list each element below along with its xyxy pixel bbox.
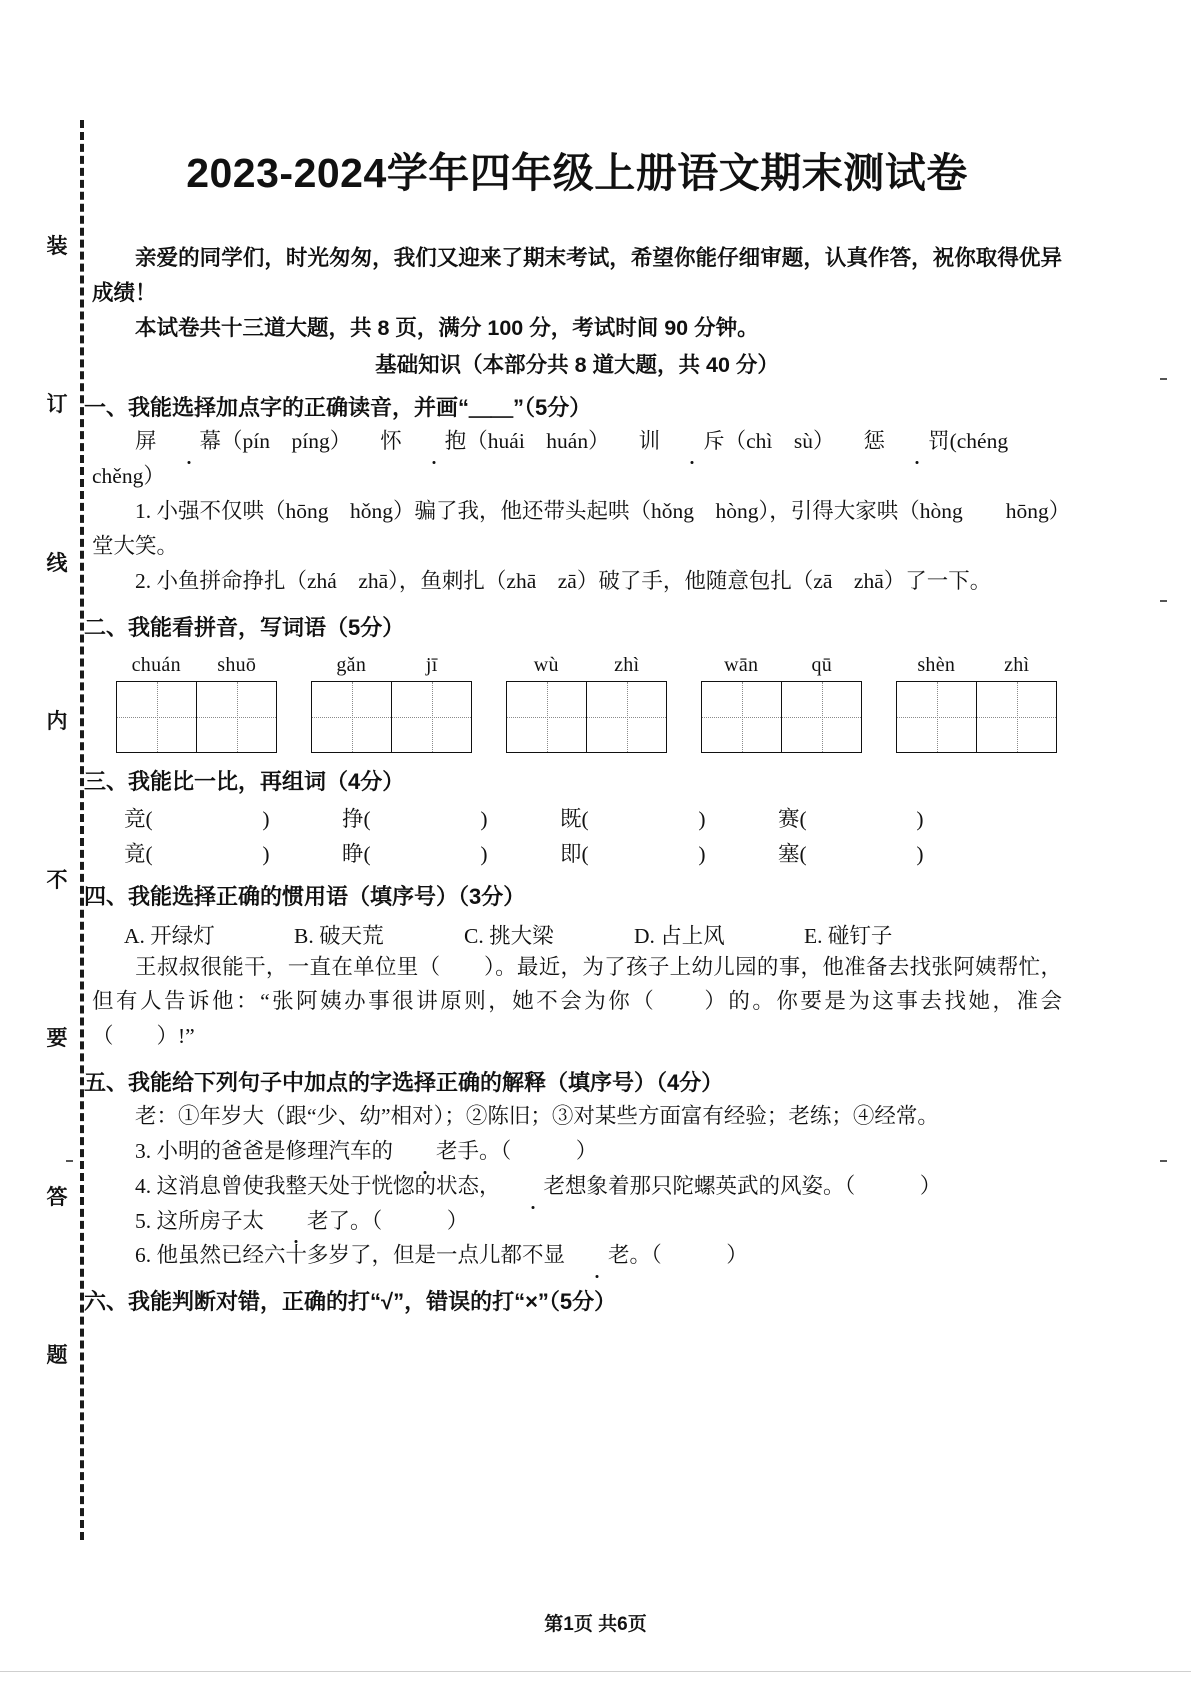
pinyin-group [701,654,862,753]
page-bottom-rule [0,1671,1191,1684]
question-4-passage: 王叔叔很能干，一直在单位里（ ）。最近，为了孩子上幼儿园的事，他准备去找张阿姨帮忙，但有人告诉他：“张阿姨办事很讲原则，她不会为你（ ）的。你要是为这事去找她，准会（ ）!” [92,954,1062,1049]
dotted-char: 老 [565,1238,630,1273]
idiom-option[interactable]: B. 破天荒 [294,923,384,948]
question-5-explanation: 老：①年岁大（跟“少、幼”相对）；②陈旧；③对某些方面富有经验；老练；④经常。 [135,1104,939,1129]
binding-char: 要 [46,1027,68,1051]
pinyin-group [896,654,1057,753]
pinyin-label: zhì [1004,653,1030,676]
writing-cell[interactable] [897,682,977,752]
dotted-char: 老 [393,1134,458,1169]
question-1-item: 1. 小强不仅哄（hōng hǒng）骗了我，他还带头起哄（hǒng hòng），引得大家哄（hòng hōng）堂大笑。 [92,499,1060,558]
compare-item[interactable]: 挣( ) [342,806,488,831]
writing-grid[interactable] [506,681,667,753]
dotted-char: 老 [264,1204,329,1239]
pinyin-label: shuō [217,653,257,676]
binding-char: 不 [46,868,68,892]
binding-char: 订 [46,393,68,417]
binding-margin [34,236,80,1366]
pinyin-labels [311,654,472,677]
writing-cell[interactable] [782,682,862,752]
compare-row [124,802,1062,833]
pinyin-label: wān [724,653,759,676]
writing-cell[interactable] [587,682,667,752]
compare-item[interactable]: 既( ) [560,806,706,831]
word-item: 训 斥（chì sù） [639,429,835,453]
writing-cell[interactable] [392,682,472,752]
writing-grid[interactable] [311,681,472,753]
writing-cell[interactable] [312,682,392,752]
pinyin-group [311,654,472,753]
question-5-item: 4. 这消息曾使我整天处于恍惚的状态， 老想象着那只陀螺英武的风姿。（ ） [92,1169,1062,1204]
idiom-option[interactable]: E. 碰钉子 [804,923,893,948]
edge-tick [66,1160,73,1162]
content-column [84,120,1062,1318]
compare-item[interactable]: 睁( ) [342,841,488,866]
question-6-heading: 六、我能判断对错，正确的打“√”，错误的打“×”（5分） [84,1289,617,1315]
word-item: 怀 抱（huái huán） [380,429,609,453]
pinyin-group [116,654,277,753]
writing-cell[interactable] [507,682,587,752]
idiom-option[interactable]: C. 挑大梁 [464,923,554,948]
writing-cell[interactable] [117,682,197,752]
pinyin-group [506,654,667,753]
compare-row [124,837,1062,868]
pinyin-label: qū [811,653,833,676]
binding-dashed-line [80,120,84,1540]
question-5-item: 3. 小明的爸爸是修理汽车的 老手。（ ） [92,1134,1062,1169]
intro-block [92,241,1062,345]
question-5-item: 5. 这所房子太 老了。（ ） [92,1204,1062,1239]
edge-tick [1160,1160,1167,1162]
idiom-option[interactable]: A. 开绿灯 [124,923,215,948]
pinyin-label: chuán [131,653,181,676]
compare-item[interactable]: 即( ) [560,841,706,866]
edge-tick [1160,600,1167,602]
binding-char: 装 [46,235,68,258]
intro-greeting: 亲爱的同学们，时光匆匆，我们又迎来了期末考试，希望你能仔细审题，认真作答，祝你取得优异成绩！ [92,246,1062,305]
writing-grid[interactable] [896,681,1057,753]
pinyin-labels [896,654,1057,677]
pinyin-label: zhì [614,653,640,676]
compare-item[interactable]: 竟( ) [124,841,270,866]
writing-cell[interactable] [977,682,1057,752]
binding-char: 线 [46,551,68,575]
word-item: 屏 幕（pín píng） [135,429,351,453]
writing-grid[interactable] [116,681,277,753]
writing-cell[interactable] [702,682,782,752]
intro-exam-info: 本试卷共十三道大题，共 8 页，满分 100 分，考试时间 90 分钟。 [135,315,759,340]
question-2-heading: 二、我能看拼音，写词语（5分） [84,614,405,640]
question-4-heading: 四、我能选择正确的惯用语（填序号）（3分） [84,883,526,909]
pinyin-label: gǎn [336,653,367,676]
binding-char: 答 [46,1185,68,1209]
pinyin-labels [116,654,277,677]
pinyin-labels [506,654,667,677]
writing-cell[interactable] [197,682,277,752]
pinyin-label: wù [533,653,559,676]
idiom-options [124,919,1062,950]
compare-item[interactable]: 赛( ) [778,806,924,831]
pinyin-labels [701,654,862,677]
dotted-char: 老 [501,1169,566,1204]
section-banner: 基础知识（本部分共 8 道大题，共 40 分） [375,353,779,378]
question-3-heading: 三、我能比一比，再组词（4分） [84,768,405,794]
question-1-item: 2. 小鱼拼命挣扎（zhá zhā），鱼刺扎（zhā zā）破了手，他随意包扎（zā zhā）了一下。 [135,568,992,593]
writing-grid[interactable] [701,681,862,753]
compare-item[interactable]: 竞( ) [124,806,270,831]
pinyin-label: jī [425,653,438,676]
word-item: 惩 罚(chéng chěng） [92,429,1030,488]
pinyin-grid-row [116,654,1062,753]
question-5-item: 6. 他虽然已经六十多岁了，但是一点儿都不显 老。（ ） [92,1238,1062,1273]
question-1-heading [84,391,1062,424]
edge-tick [1160,378,1167,380]
question-5-heading: 五、我能给下列句子中加点的字选择正确的解释（填序号）（4分） [84,1070,724,1096]
compare-item[interactable]: 塞( ) [778,841,924,866]
binding-char: 题 [46,1343,68,1367]
binding-char: 内 [46,710,68,734]
page-title: 2023-2024学年四年级上册语文期末测试卷 [186,150,968,196]
question-1-word-list [92,424,1062,494]
idiom-option[interactable]: D. 占上风 [634,923,725,948]
question-1-heading-text: 一、我能选择加点字的正确读音，并画“＿＿”（5分） [84,395,592,421]
page-footer: 第1页 共6页 [544,1614,647,1635]
pinyin-label: shèn [917,653,956,676]
